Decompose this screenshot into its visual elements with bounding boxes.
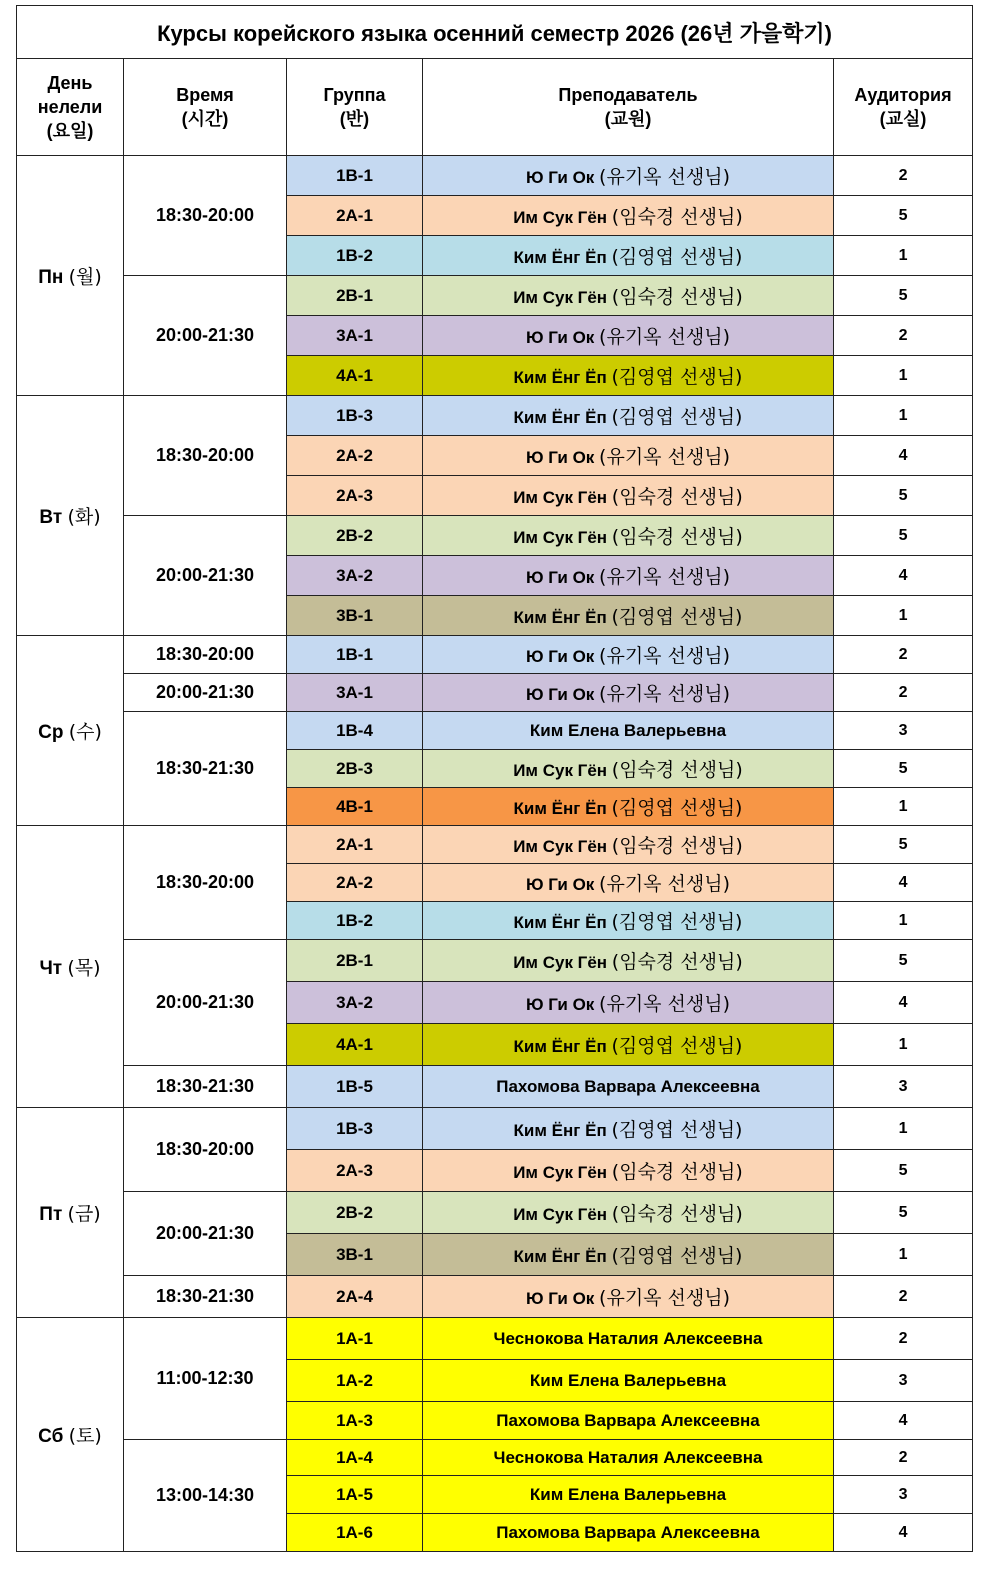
teacher-name-ko: (유기옥 선생님): [599, 166, 731, 188]
teacher-name: Ким Ёнг Ёп: [513, 913, 607, 932]
room-cell: 1: [834, 396, 973, 436]
teacher-cell: [423, 1360, 834, 1402]
room-cell: 3: [834, 1360, 973, 1402]
table-row: [17, 636, 973, 674]
time-cell: 20:00-21:30: [124, 516, 287, 636]
teacher-cell: [423, 712, 834, 750]
teacher-name-ko: (임숙경 선생님): [611, 1203, 743, 1225]
group-cell: 3B-1: [287, 1234, 423, 1276]
teacher-name-ko: (임숙경 선생님): [611, 1161, 743, 1183]
group-cell: 2A-4: [287, 1276, 423, 1318]
table-row: [17, 1440, 973, 1476]
teacher-cell: [423, 156, 834, 196]
teacher-cell: [423, 902, 834, 940]
teacher-name-ko: (유기옥 선생님): [599, 446, 731, 468]
teacher-name: Ким Ёнг Ёп: [513, 1121, 607, 1140]
room-cell: 2: [834, 156, 973, 196]
group-cell: 2A-2: [287, 436, 423, 476]
teacher-name: Ким Ёнг Ёп: [513, 608, 607, 627]
schedule-body: [17, 156, 973, 1552]
room-cell: 5: [834, 750, 973, 788]
group-cell: 1B-1: [287, 156, 423, 196]
group-cell: 1A-1: [287, 1318, 423, 1360]
time-cell: 18:30-20:00: [124, 636, 287, 674]
group-cell: 2A-1: [287, 196, 423, 236]
teacher-cell: [423, 276, 834, 316]
day-label-ko: (수): [68, 721, 102, 743]
group-cell: 2B-2: [287, 516, 423, 556]
teacher-name: Ю Ги Ок: [525, 685, 595, 704]
teacher-name-ko: (유기옥 선생님): [599, 993, 731, 1015]
room-cell: 2: [834, 316, 973, 356]
teacher-name: Ким Ёнг Ёп: [513, 248, 607, 267]
room-cell: 1: [834, 1024, 973, 1066]
teacher-cell: [423, 982, 834, 1024]
table-row: [17, 156, 973, 196]
teacher-name: Ким Ёнг Ёп: [513, 408, 607, 427]
time-cell: 20:00-21:30: [124, 1192, 287, 1276]
schedule-document: [16, 5, 972, 1552]
table-row: [17, 1066, 973, 1108]
day-label-ko: (화): [67, 506, 101, 528]
teacher-name: Ким Ёнг Ёп: [513, 1247, 607, 1266]
group-cell: 1A-4: [287, 1440, 423, 1476]
group-cell: 1A-6: [287, 1514, 423, 1552]
teacher-cell: [423, 596, 834, 636]
group-cell: 3B-1: [287, 596, 423, 636]
room-cell: 4: [834, 436, 973, 476]
day-label: Сб: [38, 1426, 64, 1447]
teacher-cell: [423, 636, 834, 674]
teacher-name-ko: (임숙경 선생님): [611, 486, 743, 508]
teacher-name-ko: (김영엽 선생님): [611, 1245, 743, 1267]
room-cell: 1: [834, 1108, 973, 1150]
teacher-cell: [423, 516, 834, 556]
teacher-cell: [423, 436, 834, 476]
room-cell: 5: [834, 940, 973, 982]
group-cell: 1B-2: [287, 236, 423, 276]
teacher-name: Пахомова Варвара Алексеевна: [496, 1522, 760, 1542]
group-cell: 2B-3: [287, 750, 423, 788]
teacher-name-ko: (임숙경 선생님): [611, 951, 743, 973]
teacher-name-ko: (유기옥 선생님): [599, 683, 731, 705]
room-cell: 3: [834, 712, 973, 750]
group-cell: 4A-1: [287, 1024, 423, 1066]
teacher-name-ko: (김영엽 선생님): [611, 911, 743, 933]
teacher-name: Ким Елена Валерьевна: [529, 1484, 727, 1504]
group-cell: 1B-2: [287, 902, 423, 940]
group-cell: 2B-2: [287, 1192, 423, 1234]
teacher-name-ko: (유기옥 선생님): [599, 645, 731, 667]
teacher-name: Им Сук Гён: [513, 953, 608, 972]
header-teacher-line1: Преподаватель: [558, 85, 698, 105]
room-cell: 2: [834, 1440, 973, 1476]
room-cell: 4: [834, 864, 973, 902]
teacher-cell: [423, 1066, 834, 1108]
teacher-name-ko: (유기옥 선생님): [599, 326, 731, 348]
header-teacher-line2: (교원): [604, 109, 652, 129]
teacher-name: Ким Ёнг Ёп: [513, 799, 607, 818]
teacher-name: Им Сук Гён: [513, 208, 608, 227]
group-cell: 1B-5: [287, 1066, 423, 1108]
table-row: [17, 712, 973, 750]
group-cell: 1A-5: [287, 1476, 423, 1514]
table-row: [17, 396, 973, 436]
room-cell: 1: [834, 596, 973, 636]
time-cell: 18:30-21:30: [124, 712, 287, 826]
time-cell: 18:30-20:00: [124, 1108, 287, 1192]
time-cell: 11:00-12:30: [124, 1318, 287, 1440]
day-label-ko: (목): [67, 957, 101, 979]
day-cell: [17, 1318, 124, 1552]
teacher-cell: [423, 1150, 834, 1192]
day-label: Ср: [38, 722, 64, 743]
teacher-name: Им Сук Гён: [513, 837, 608, 856]
table-row: [17, 826, 973, 864]
header-room-line1: Аудитория: [854, 85, 952, 105]
time-cell: 18:30-21:30: [124, 1276, 287, 1318]
teacher-name-ko: (유기옥 선생님): [599, 1287, 731, 1309]
teacher-name-ko: (임숙경 선생님): [611, 206, 743, 228]
teacher-cell: [423, 750, 834, 788]
group-cell: 2A-1: [287, 826, 423, 864]
header-time-line1: Время: [176, 85, 234, 105]
table-row: [17, 1276, 973, 1318]
teacher-name: Ким Ёнг Ёп: [513, 1037, 607, 1056]
group-cell: 3A-2: [287, 982, 423, 1024]
day-label-ko: (금): [67, 1203, 101, 1225]
table-row: [17, 276, 973, 316]
group-cell: 4B-1: [287, 788, 423, 826]
page-title: Курсы корейского языка осенний семестр 2026 (26년 가을학기): [17, 6, 973, 59]
room-cell: 5: [834, 1150, 973, 1192]
day-cell: [17, 636, 124, 826]
teacher-cell: [423, 556, 834, 596]
teacher-cell: [423, 1514, 834, 1552]
teacher-cell: [423, 1024, 834, 1066]
teacher-name: Пахомова Варвара Алексеевна: [496, 1410, 760, 1430]
teacher-cell: [423, 236, 834, 276]
room-cell: 5: [834, 476, 973, 516]
day-cell: [17, 1108, 124, 1318]
room-cell: 3: [834, 1066, 973, 1108]
teacher-name: Ю Ги Ок: [525, 168, 595, 187]
header-day-line2: нелели: [37, 97, 103, 117]
teacher-cell: [423, 396, 834, 436]
room-cell: 2: [834, 1276, 973, 1318]
teacher-name: Ю Ги Ок: [525, 647, 595, 666]
header-group-line1: Группа: [323, 85, 386, 105]
header-day-line3: (요일): [46, 121, 94, 141]
teacher-name: Ю Ги Ок: [525, 995, 595, 1014]
day-cell: [17, 156, 124, 396]
group-cell: 3A-1: [287, 674, 423, 712]
teacher-name-ko: (임숙경 선생님): [611, 526, 743, 548]
room-cell: 5: [834, 1192, 973, 1234]
teacher-cell: [423, 196, 834, 236]
time-cell: 18:30-20:00: [124, 396, 287, 516]
schedule-table: [16, 5, 973, 1552]
time-cell: 18:30-20:00: [124, 826, 287, 940]
teacher-name: Им Сук Гён: [513, 1205, 608, 1224]
room-cell: 4: [834, 1514, 973, 1552]
teacher-name-ko: (김영엽 선생님): [611, 406, 743, 428]
teacher-name: Чеснокова Наталия Алексеевна: [493, 1328, 763, 1348]
day-cell: [17, 826, 124, 1108]
teacher-name-ko: (임숙경 선생님): [611, 286, 743, 308]
room-cell: 4: [834, 1402, 973, 1440]
teacher-name: Им Сук Гён: [513, 288, 608, 307]
time-cell: 20:00-21:30: [124, 674, 287, 712]
header-time: [124, 59, 287, 156]
teacher-name: Чеснокова Наталия Алексеевна: [493, 1447, 763, 1467]
teacher-name: Им Сук Гён: [513, 528, 608, 547]
teacher-name-ko: (김영엽 선생님): [611, 366, 743, 388]
time-cell: 20:00-21:30: [124, 276, 287, 396]
group-cell: 4A-1: [287, 356, 423, 396]
day-label: Пн: [38, 267, 64, 288]
teacher-cell: [423, 1318, 834, 1360]
group-cell: 1A-2: [287, 1360, 423, 1402]
room-cell: 1: [834, 902, 973, 940]
teacher-cell: [423, 1234, 834, 1276]
teacher-name: Им Сук Гён: [513, 488, 608, 507]
header-room: [834, 59, 973, 156]
day-label-ko: (토): [68, 1425, 102, 1447]
teacher-name: Ким Ёнг Ёп: [513, 368, 607, 387]
time-cell: 20:00-21:30: [124, 940, 287, 1066]
table-row: [17, 674, 973, 712]
teacher-name: Ю Ги Ок: [525, 568, 595, 587]
header-day: [17, 59, 124, 156]
table-row: [17, 516, 973, 556]
teacher-cell: [423, 674, 834, 712]
group-cell: 2A-3: [287, 476, 423, 516]
room-cell: 3: [834, 1476, 973, 1514]
group-cell: 1B-3: [287, 1108, 423, 1150]
room-cell: 4: [834, 556, 973, 596]
day-label: Вт: [39, 507, 63, 528]
teacher-name-ko: (김영엽 선생님): [611, 246, 743, 268]
teacher-name: Им Сук Гён: [513, 761, 608, 780]
room-cell: 1: [834, 236, 973, 276]
teacher-name-ko: (김영엽 선생님): [611, 606, 743, 628]
group-cell: 1B-1: [287, 636, 423, 674]
time-cell: 18:30-21:30: [124, 1066, 287, 1108]
teacher-name: Ю Ги Ок: [525, 328, 595, 347]
teacher-cell: [423, 356, 834, 396]
room-cell: 1: [834, 356, 973, 396]
time-cell: 13:00-14:30: [124, 1440, 287, 1552]
room-cell: 2: [834, 1318, 973, 1360]
teacher-cell: [423, 1402, 834, 1440]
teacher-cell: [423, 1108, 834, 1150]
teacher-name-ko: (유기옥 선생님): [599, 566, 731, 588]
teacher-name-ko: (김영엽 선생님): [611, 1035, 743, 1057]
room-cell: 1: [834, 1234, 973, 1276]
teacher-name-ko: (김영엽 선생님): [611, 797, 743, 819]
day-cell: [17, 396, 124, 636]
teacher-cell: [423, 1192, 834, 1234]
table-row: [17, 1318, 973, 1360]
room-cell: 5: [834, 826, 973, 864]
teacher-name-ko: (김영엽 선생님): [611, 1119, 743, 1141]
room-cell: 5: [834, 276, 973, 316]
room-cell: 5: [834, 516, 973, 556]
header-room-line2: (교실): [879, 109, 927, 129]
teacher-cell: [423, 940, 834, 982]
day-label: Пт: [39, 1204, 63, 1225]
teacher-name: Ю Ги Ок: [525, 1289, 595, 1308]
group-cell: 2A-2: [287, 864, 423, 902]
group-cell: 1B-3: [287, 396, 423, 436]
teacher-cell: [423, 476, 834, 516]
group-cell: 2A-3: [287, 1150, 423, 1192]
day-label-ko: (월): [68, 266, 102, 288]
teacher-name-ko: (유기옥 선생님): [599, 873, 731, 895]
teacher-cell: [423, 1440, 834, 1476]
teacher-name: Пахомова Варвара Алексеевна: [496, 1076, 760, 1096]
group-cell: 2B-1: [287, 276, 423, 316]
header-group: [287, 59, 423, 156]
day-label: Чт: [39, 958, 63, 979]
group-cell: 3A-1: [287, 316, 423, 356]
room-cell: 2: [834, 674, 973, 712]
table-row: [17, 940, 973, 982]
table-row: [17, 1108, 973, 1150]
teacher-cell: [423, 1476, 834, 1514]
teacher-name: Ю Ги Ок: [525, 875, 595, 894]
header-day-line1: День: [47, 73, 93, 93]
teacher-cell: [423, 864, 834, 902]
teacher-name-ko: (임숙경 선생님): [611, 835, 743, 857]
room-cell: 5: [834, 196, 973, 236]
group-cell: 1A-3: [287, 1402, 423, 1440]
table-row: [17, 1192, 973, 1234]
teacher-name: Ким Елена Валерьевна: [529, 720, 727, 740]
room-cell: 2: [834, 636, 973, 674]
teacher-name: Ю Ги Ок: [525, 448, 595, 467]
teacher-cell: [423, 316, 834, 356]
group-cell: 1B-4: [287, 712, 423, 750]
room-cell: 4: [834, 982, 973, 1024]
header-teacher: [423, 59, 834, 156]
header-time-line2: (시간): [181, 109, 229, 129]
teacher-cell: [423, 826, 834, 864]
teacher-cell: [423, 788, 834, 826]
group-cell: 2B-1: [287, 940, 423, 982]
teacher-name: Ким Елена Валерьевна: [529, 1370, 727, 1390]
teacher-name-ko: (임숙경 선생님): [611, 759, 743, 781]
header-group-line2: (반): [339, 109, 370, 129]
room-cell: 1: [834, 788, 973, 826]
time-cell: 18:30-20:00: [124, 156, 287, 276]
group-cell: 3A-2: [287, 556, 423, 596]
teacher-cell: [423, 1276, 834, 1318]
teacher-name: Им Сук Гён: [513, 1163, 608, 1182]
